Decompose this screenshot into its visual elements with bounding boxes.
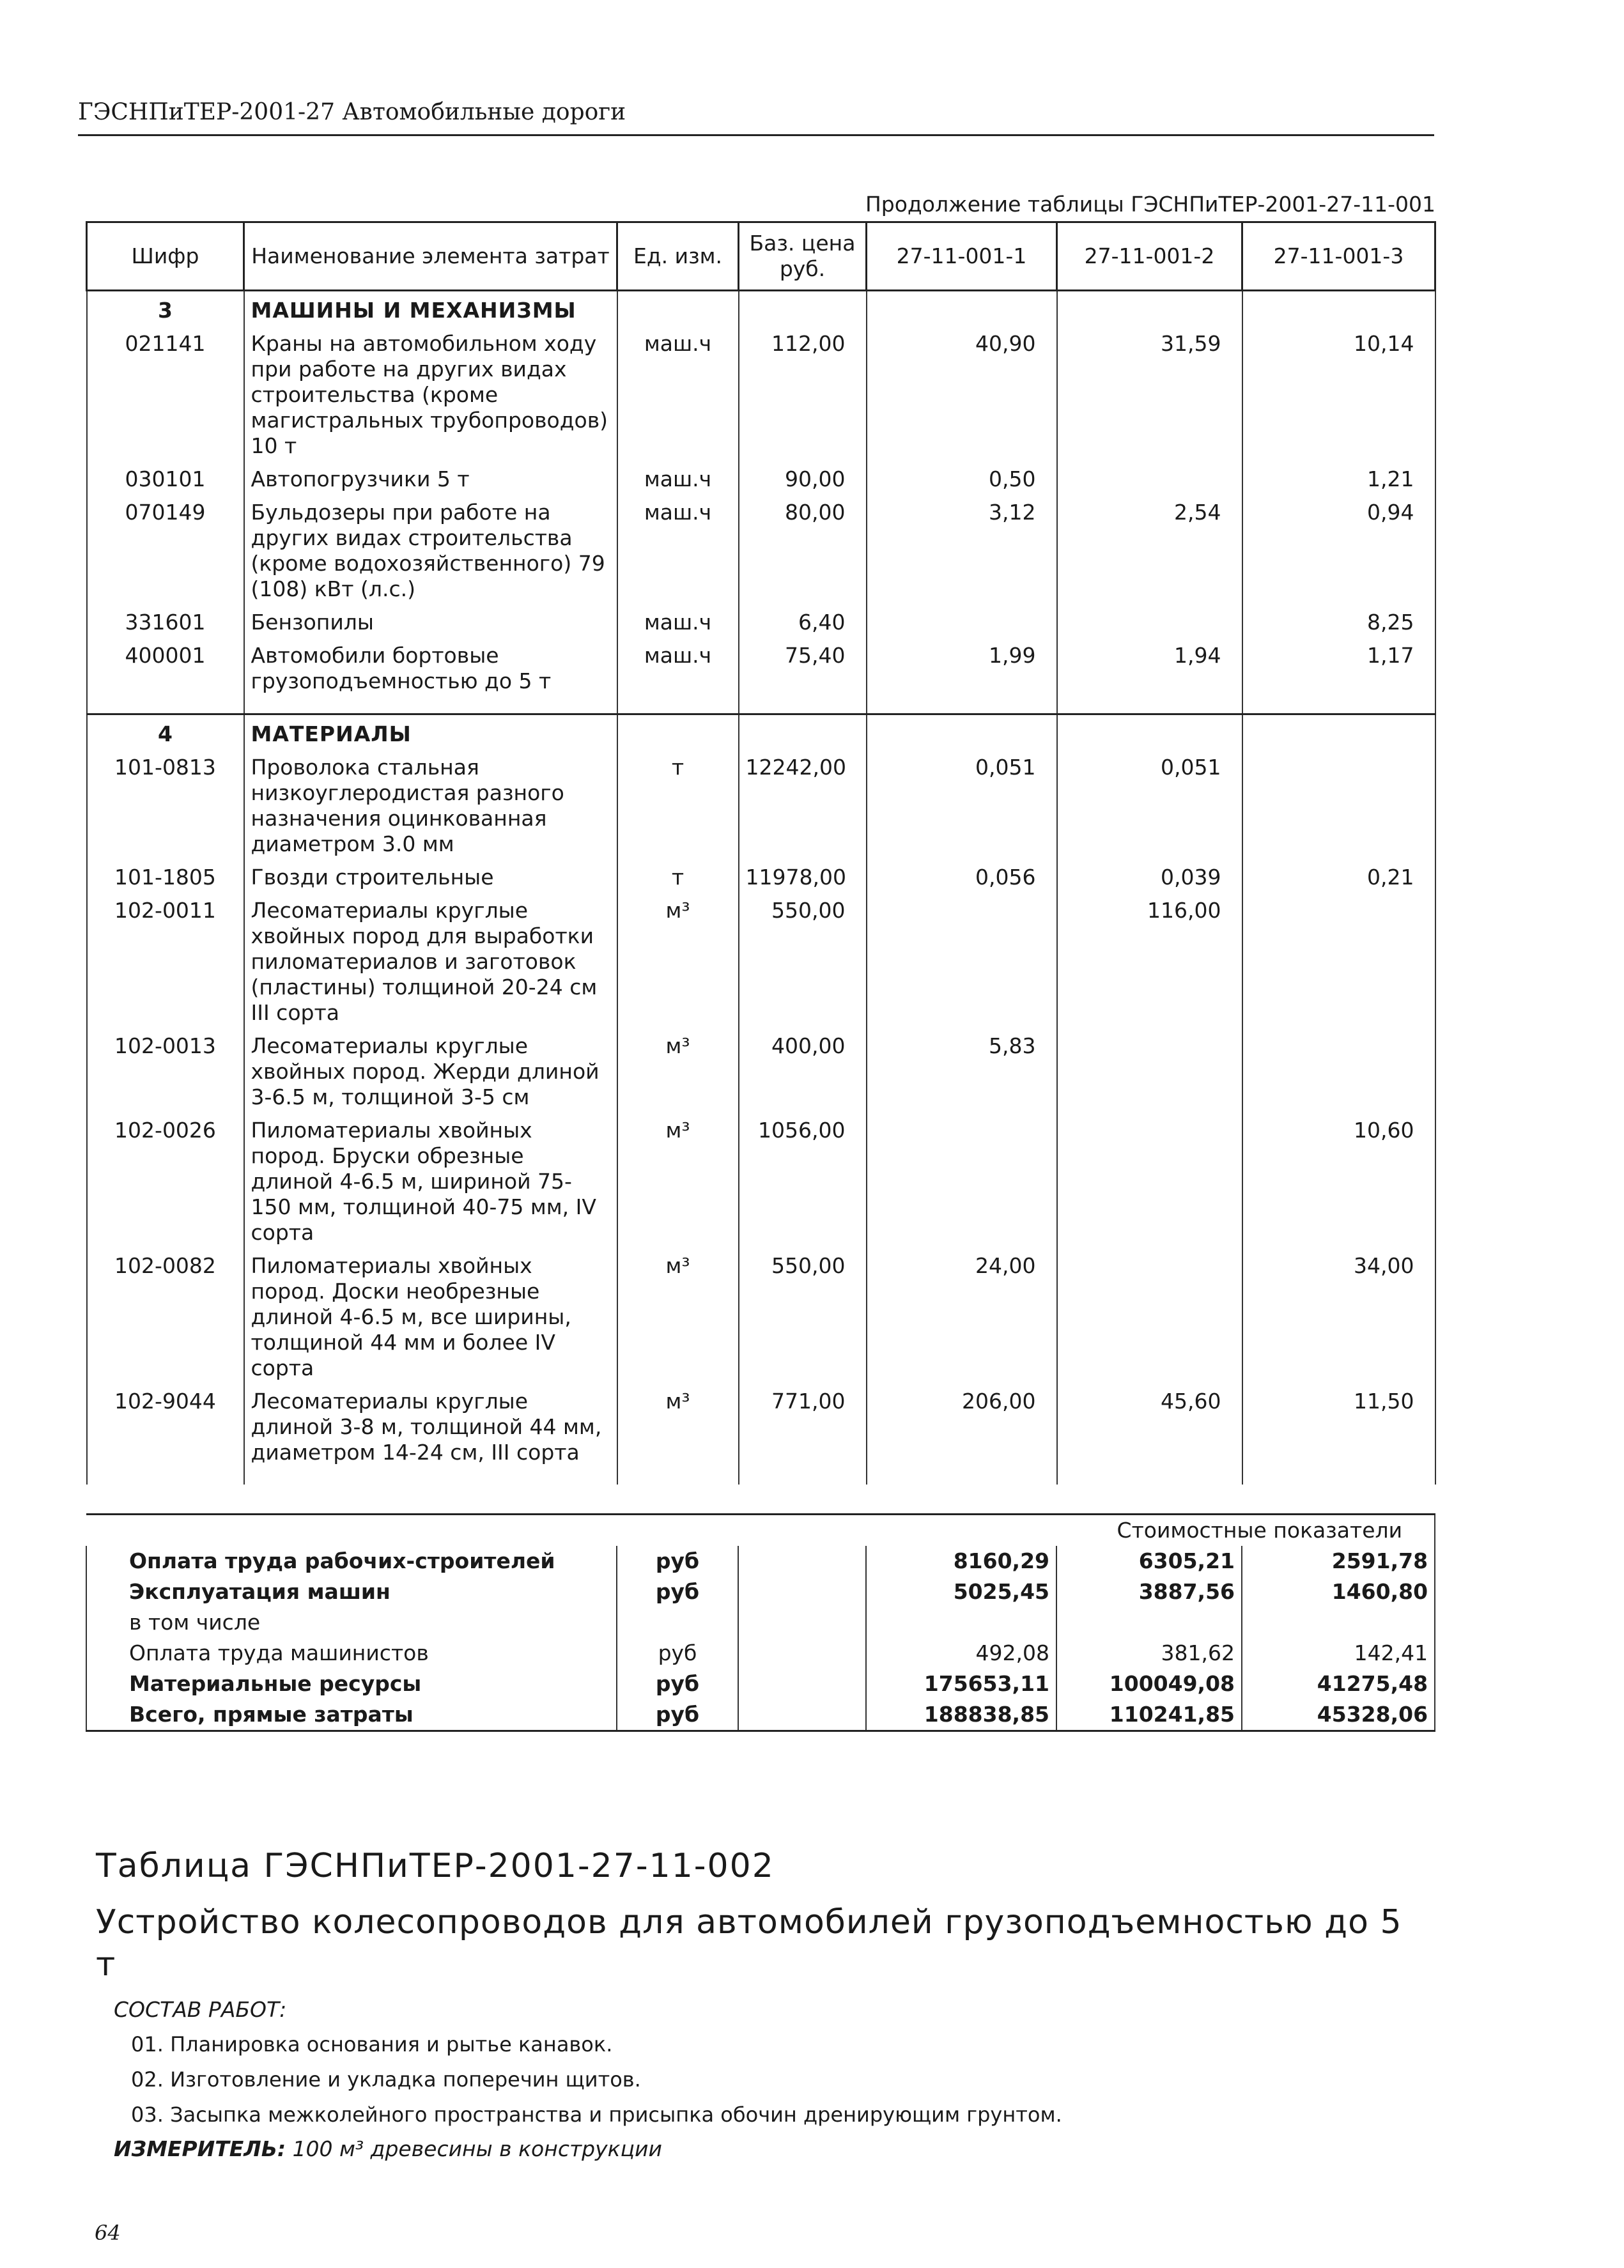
- row-value-2: 116,00: [1057, 894, 1242, 1030]
- table-row: [87, 1385, 1435, 1469]
- cost-unit: руб: [617, 1669, 738, 1699]
- spacer-row: [87, 698, 1435, 714]
- measure-value: 100 м³ древесины в конструкции: [292, 2136, 662, 2161]
- cost-value-1: 8160,29: [866, 1546, 1056, 1577]
- empty-cell: [1057, 1469, 1242, 1485]
- spacer-row: [87, 1469, 1435, 1485]
- row-name: Лесоматериалы круглые длиной 3-8 м, толщиной 44 мм, диаметром 14-24 см, III сорта: [244, 1385, 617, 1469]
- section-row: [87, 291, 1435, 328]
- table-continuation-note: Продолжение таблицы ГЭСНПиТЕР-2001-27-11-001: [865, 192, 1435, 217]
- table-row: [87, 751, 1435, 861]
- row-price: 11978,00: [739, 861, 867, 894]
- cost-value-1: 492,08: [866, 1638, 1056, 1669]
- row-value-2: [1057, 1114, 1242, 1249]
- row-unit: м³: [617, 894, 739, 1030]
- row-value-3: [1242, 894, 1435, 1030]
- row-value-3: 34,00: [1242, 1249, 1435, 1385]
- row-price: 1056,00: [739, 1114, 867, 1249]
- empty-cell: [617, 698, 739, 714]
- next-table-subtitle: Устройство колесопроводов для автомобилей грузоподъемностью до 5 т: [96, 1903, 1402, 1984]
- measure-label: ИЗМЕРИТЕЛЬ:: [114, 2136, 286, 2161]
- empty-cell: [244, 1469, 617, 1485]
- cost-label: Всего, прямые затраты: [86, 1699, 617, 1731]
- empty-cell: [738, 1607, 866, 1638]
- row-name: Лесоматериалы круглые хвойных пород. Жерди длиной 3-6.5 м, толщиной 3-5 см: [244, 1030, 617, 1114]
- empty-cell: [867, 698, 1057, 714]
- row-code: 101-1805: [87, 861, 244, 894]
- row-unit: маш.ч: [617, 606, 739, 639]
- row-value-2: 2,54: [1057, 496, 1242, 606]
- empty-cell: [867, 1469, 1057, 1485]
- cost-value-2: 3887,56: [1056, 1577, 1242, 1607]
- work-step: 03. Засыпка межколейного пространства и присыпка обочин дренирующим грунтом.: [131, 2102, 1062, 2127]
- empty-cell: [617, 714, 739, 752]
- row-unit: маш.ч: [617, 496, 739, 606]
- row-value-2: [1057, 606, 1242, 639]
- row-unit: м³: [617, 1114, 739, 1249]
- cost-body: [86, 1515, 1435, 1731]
- empty-cell: [87, 698, 244, 714]
- row-name: Автомобили бортовые грузоподъемностью до 5 т: [244, 639, 617, 698]
- section-number: 3: [87, 291, 244, 328]
- next-table-title: Таблица ГЭСНПиТЕР-2001-27-11-002: [96, 1847, 775, 1885]
- row-code: 030101: [87, 463, 244, 496]
- row-value-2: 45,60: [1057, 1385, 1242, 1469]
- row-price: 6,40: [739, 606, 867, 639]
- row-value-1: [867, 606, 1057, 639]
- row-value-3: [1242, 751, 1435, 861]
- empty-cell: [739, 1469, 867, 1485]
- section-title: МАШИНЫ И МЕХАНИЗМЫ: [244, 291, 617, 328]
- empty-cell: [244, 698, 617, 714]
- empty-cell: [739, 291, 867, 328]
- row-price: 550,00: [739, 894, 867, 1030]
- empty-cell: [1057, 698, 1242, 714]
- row-code: 102-0026: [87, 1114, 244, 1249]
- measure-unit-line: [114, 2136, 662, 2161]
- cost-value-2: 110241,85: [1056, 1699, 1242, 1731]
- cost-label: Оплата труда машинистов: [86, 1638, 617, 1669]
- empty-cell: [1057, 291, 1242, 328]
- row-code: 102-0013: [87, 1030, 244, 1114]
- row-code: 400001: [87, 639, 244, 698]
- cost-label: Материальные ресурсы: [86, 1669, 617, 1699]
- table-row: [87, 639, 1435, 698]
- row-name: Гвозди строительные: [244, 861, 617, 894]
- cost-row: [86, 1669, 1435, 1699]
- table-row: [87, 606, 1435, 639]
- row-value-2: 1,94: [1057, 639, 1242, 698]
- cost-label: Эксплуатация машин: [86, 1577, 617, 1607]
- table-row: [87, 1249, 1435, 1385]
- row-price: 550,00: [739, 1249, 867, 1385]
- row-code: 331601: [87, 606, 244, 639]
- row-value-2: 31,59: [1057, 327, 1242, 463]
- empty-cell: [1057, 714, 1242, 752]
- cost-row: [86, 1577, 1435, 1607]
- row-value-1: [867, 894, 1057, 1030]
- row-value-3: 10,60: [1242, 1114, 1435, 1249]
- empty-cell: [867, 714, 1057, 752]
- cost-value-2: [1056, 1607, 1242, 1638]
- row-unit: м³: [617, 1030, 739, 1114]
- empty-cell: [738, 1577, 866, 1607]
- empty-cell: [867, 291, 1057, 328]
- row-unit: м³: [617, 1385, 739, 1469]
- row-value-3: [1242, 1030, 1435, 1114]
- cost-value-1: [866, 1607, 1056, 1638]
- table-header-row: [87, 222, 1435, 291]
- cost-row: [86, 1638, 1435, 1669]
- empty-cell: [738, 1546, 866, 1577]
- row-value-2: 0,039: [1057, 861, 1242, 894]
- row-value-3: 11,50: [1242, 1385, 1435, 1469]
- row-value-1: 0,50: [867, 463, 1057, 496]
- col-header-price: Баз. цена руб.: [739, 222, 867, 291]
- row-value-2: [1057, 1249, 1242, 1385]
- cost-caption: Стоимостные показатели: [86, 1515, 1435, 1547]
- cost-unit: руб: [617, 1699, 738, 1731]
- row-name: Бульдозеры при работе на других видах строительства (кроме водохозяйственного) 79 (108) кВт (л.с.): [244, 496, 617, 606]
- section-row: [87, 714, 1435, 752]
- cost-value-3: 142,41: [1242, 1638, 1435, 1669]
- row-value-3: 1,21: [1242, 463, 1435, 496]
- cost-value-3: 45328,06: [1242, 1699, 1435, 1731]
- cost-unit: руб: [617, 1638, 738, 1669]
- row-value-2: [1057, 463, 1242, 496]
- row-name: Лесоматериалы круглые хвойных пород для выработки пиломатериалов и заготовок (пластины) толщиной 20-24 см III сорта: [244, 894, 617, 1030]
- row-value-1: 0,056: [867, 861, 1057, 894]
- row-value-3: 0,94: [1242, 496, 1435, 606]
- row-price: 400,00: [739, 1030, 867, 1114]
- empty-cell: [617, 291, 739, 328]
- col-header-unit: Ед. изм.: [617, 222, 739, 291]
- row-unit: маш.ч: [617, 463, 739, 496]
- empty-cell: [738, 1699, 866, 1731]
- row-value-2: [1057, 1030, 1242, 1114]
- table-row: [87, 463, 1435, 496]
- cost-unit: руб: [617, 1546, 738, 1577]
- empty-cell: [738, 1638, 866, 1669]
- cost-value-3: 2591,78: [1242, 1546, 1435, 1577]
- work-step: 01. Планировка основания и рытье канавок.: [131, 2032, 613, 2056]
- work-composition-heading: СОСТАВ РАБОТ:: [114, 1997, 287, 2022]
- row-unit: т: [617, 861, 739, 894]
- page-number: 64: [95, 2221, 121, 2245]
- cost-value-3: 41275,48: [1242, 1669, 1435, 1699]
- row-name: Краны на автомобильном ходу при работе на других видах строительства (кроме магистральных трубопроводов) 10 т: [244, 327, 617, 463]
- row-name: Пиломатериалы хвойных пород. Бруски обрезные длиной 4-6.5 м, шириной 75-150 мм, толщиной 40-75 мм, IV сорта: [244, 1114, 617, 1249]
- section-title: МАТЕРИАЛЫ: [244, 714, 617, 752]
- row-value-3: 10,14: [1242, 327, 1435, 463]
- cost-label: в том числе: [86, 1607, 617, 1638]
- col-header-norm-1: 27-11-001-1: [867, 222, 1057, 291]
- row-value-1: 24,00: [867, 1249, 1057, 1385]
- row-unit: маш.ч: [617, 327, 739, 463]
- row-unit: т: [617, 751, 739, 861]
- cost-value-3: 1460,80: [1242, 1577, 1435, 1607]
- header-rule: [78, 134, 1434, 136]
- row-value-3: 1,17: [1242, 639, 1435, 698]
- row-price: 771,00: [739, 1385, 867, 1469]
- row-value-3: 0,21: [1242, 861, 1435, 894]
- empty-cell: [739, 698, 867, 714]
- row-code: 070149: [87, 496, 244, 606]
- row-value-1: 5,83: [867, 1030, 1057, 1114]
- table-row: [87, 1030, 1435, 1114]
- cost-label: Оплата труда рабочих-строителей: [86, 1546, 617, 1577]
- table-row: [87, 861, 1435, 894]
- row-value-1: 40,90: [867, 327, 1057, 463]
- row-name: Бензопилы: [244, 606, 617, 639]
- row-price: 12242,00: [739, 751, 867, 861]
- row-code: 102-0011: [87, 894, 244, 1030]
- row-value-2: 0,051: [1057, 751, 1242, 861]
- cost-value-3: [1242, 1607, 1435, 1638]
- row-unit: маш.ч: [617, 639, 739, 698]
- cost-value-1: 188838,85: [866, 1699, 1056, 1731]
- row-name: Пиломатериалы хвойных пород. Доски необрезные длиной 4-6.5 м, все ширины, толщиной 44 мм и более IV сорта: [244, 1249, 617, 1385]
- row-value-1: 206,00: [867, 1385, 1057, 1469]
- row-price: 112,00: [739, 327, 867, 463]
- col-header-code: Шифр: [87, 222, 244, 291]
- row-unit: м³: [617, 1249, 739, 1385]
- empty-cell: [1242, 1469, 1435, 1485]
- work-step: 02. Изготовление и укладка поперечин щитов.: [131, 2067, 641, 2092]
- row-value-1: 0,051: [867, 751, 1057, 861]
- row-price: 80,00: [739, 496, 867, 606]
- table-row: [87, 496, 1435, 606]
- row-code: 102-9044: [87, 1385, 244, 1469]
- empty-cell: [87, 1469, 244, 1485]
- section-number: 4: [87, 714, 244, 752]
- row-value-3: 8,25: [1242, 606, 1435, 639]
- cost-value-2: 381,62: [1056, 1638, 1242, 1669]
- empty-cell: [1242, 698, 1435, 714]
- empty-cell: [1242, 714, 1435, 752]
- row-value-1: 3,12: [867, 496, 1057, 606]
- cost-row: [86, 1607, 1435, 1638]
- empty-cell: [617, 1469, 739, 1485]
- resources-table: [86, 221, 1436, 1485]
- col-header-norm-3: 27-11-001-3: [1242, 222, 1435, 291]
- cost-row: [86, 1699, 1435, 1731]
- col-header-name: Наименование элемента затрат: [244, 222, 617, 291]
- row-name: Автопогрузчики 5 т: [244, 463, 617, 496]
- row-code: 021141: [87, 327, 244, 463]
- empty-cell: [739, 714, 867, 752]
- cost-row: [86, 1546, 1435, 1577]
- cost-value-1: 175653,11: [866, 1669, 1056, 1699]
- running-header: ГЭСНПиТЕР-2001-27 Автомобильные дороги: [78, 99, 626, 125]
- cost-indicators-table: [86, 1513, 1435, 1732]
- row-price: 75,40: [739, 639, 867, 698]
- table-row: [87, 1114, 1435, 1249]
- row-code: 101-0813: [87, 751, 244, 861]
- empty-cell: [1242, 291, 1435, 328]
- empty-cell: [738, 1669, 866, 1699]
- cost-unit: [617, 1607, 738, 1638]
- table-body: [87, 291, 1435, 1485]
- table-row: [87, 894, 1435, 1030]
- table-row: [87, 327, 1435, 463]
- row-code: 102-0082: [87, 1249, 244, 1385]
- col-header-norm-2: 27-11-001-2: [1057, 222, 1242, 291]
- cost-unit: руб: [617, 1577, 738, 1607]
- row-value-1: [867, 1114, 1057, 1249]
- cost-value-1: 5025,45: [866, 1577, 1056, 1607]
- cost-value-2: 100049,08: [1056, 1669, 1242, 1699]
- row-name: Проволока стальная низкоуглеродистая разного назначения оцинкованная диаметром 3.0 мм: [244, 751, 617, 861]
- cost-value-2: 6305,21: [1056, 1546, 1242, 1577]
- row-value-1: 1,99: [867, 639, 1057, 698]
- row-price: 90,00: [739, 463, 867, 496]
- cost-caption-row: [86, 1515, 1435, 1547]
